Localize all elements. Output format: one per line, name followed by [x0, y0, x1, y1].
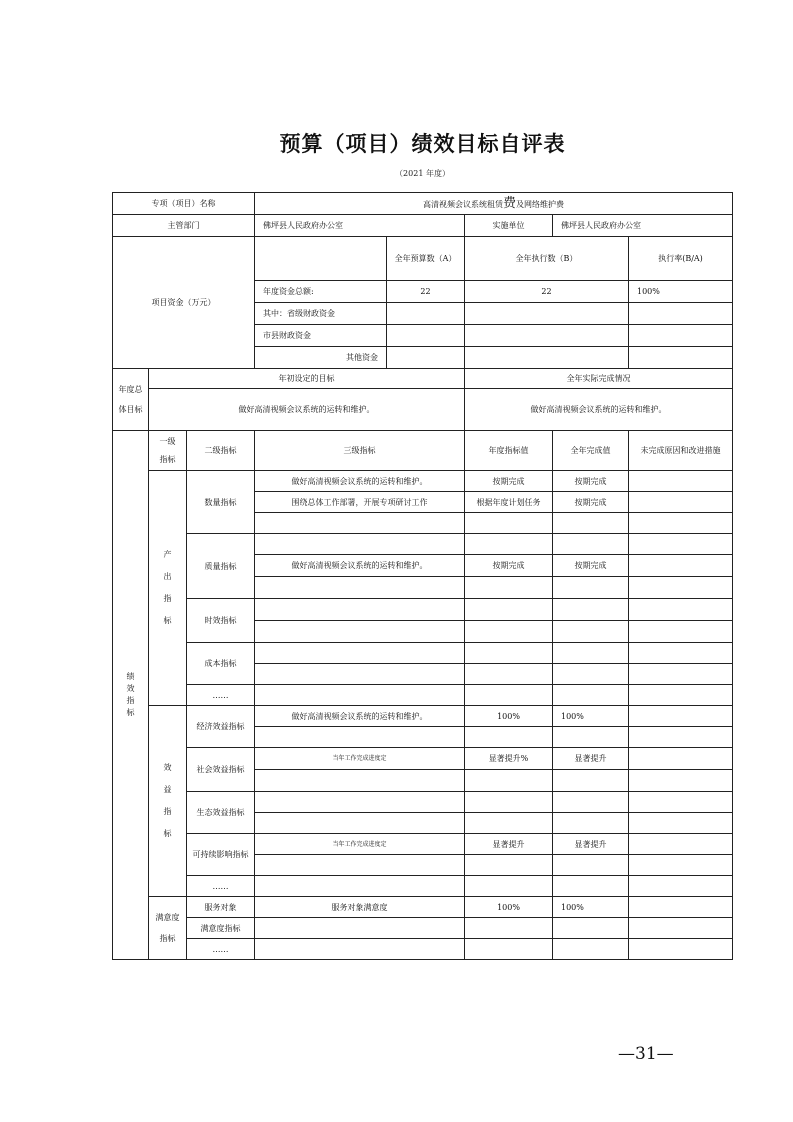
- reason-cell: [629, 577, 733, 599]
- goals-actual: 做好高清视频会议系统的运转和维护。: [465, 389, 733, 431]
- done-cell: [553, 813, 629, 834]
- done-cell: [553, 664, 629, 685]
- l3-cell: [255, 792, 465, 813]
- done-cell: [553, 685, 629, 706]
- done-cell: 按期完成: [553, 471, 629, 492]
- sat-index-label: 满意度指标: [187, 918, 255, 939]
- funds-exec: [465, 303, 629, 325]
- funds-row-label: 市县财政资金: [255, 325, 387, 347]
- reason-cell: [629, 813, 733, 834]
- l3-cell: [255, 876, 465, 897]
- level2-header: 二级指标: [187, 431, 255, 471]
- target-cell: 按期完成: [465, 471, 553, 492]
- output-etc: ……: [187, 685, 255, 706]
- target-cell: [465, 918, 553, 939]
- done-cell: [553, 939, 629, 960]
- l3-cell: [255, 727, 465, 748]
- reason-cell: [629, 918, 733, 939]
- l3-cell: [255, 643, 465, 664]
- target-cell: 100%: [465, 706, 553, 727]
- perf-label: 绩效指标: [113, 431, 149, 960]
- dept-label: 主管部门: [113, 215, 255, 237]
- economic-label: 经济效益指标: [187, 706, 255, 748]
- reason-cell: [629, 855, 733, 876]
- done-cell: 100%: [553, 897, 629, 918]
- reason-cell: [629, 770, 733, 792]
- l3-cell: 做好高清视频会议系统的运转和维护。: [255, 471, 465, 492]
- done-cell: 显著提升: [553, 748, 629, 770]
- target-cell: [465, 664, 553, 685]
- funds-rate: 100%: [629, 281, 733, 303]
- done-cell: [553, 855, 629, 876]
- funds-row-label: 其中：省级财政资金: [255, 303, 387, 325]
- target-cell: 显著提升%: [465, 748, 553, 770]
- project-name-value: 高清视频会议系统租赁费及网络维护费: [255, 193, 733, 215]
- reason-cell: [629, 897, 733, 918]
- l3-cell: 当年工作完成进度定: [255, 748, 465, 770]
- reason-cell: [629, 727, 733, 748]
- l3-cell: [255, 534, 465, 555]
- reason-cell: [629, 939, 733, 960]
- cost-label: 成本指标: [187, 643, 255, 685]
- goals-initial-header: 年初设定的目标: [149, 369, 465, 389]
- done-cell: [553, 643, 629, 664]
- done-cell: [553, 918, 629, 939]
- target-cell: 显著提升: [465, 834, 553, 855]
- target-cell: [465, 513, 553, 534]
- l3-cell: [255, 599, 465, 621]
- funds-budget: 22: [387, 281, 465, 303]
- target-cell: 按期完成: [465, 555, 553, 577]
- reason-cell: [629, 792, 733, 813]
- quality-label: 质量指标: [187, 534, 255, 599]
- reason-cell: [629, 471, 733, 492]
- target-header: 年度指标值: [465, 431, 553, 471]
- reason-cell: [629, 555, 733, 577]
- funds-exec: [465, 325, 629, 347]
- target-cell: [465, 792, 553, 813]
- funds-exec: 22: [465, 281, 629, 303]
- done-cell: 显著提升: [553, 834, 629, 855]
- year-label: （2021 年度）: [395, 169, 450, 178]
- done-cell: 100%: [553, 706, 629, 727]
- done-cell: [553, 534, 629, 555]
- reason-cell: [629, 685, 733, 706]
- goals-initial: 做好高清视频会议系统的运转和维护。: [149, 389, 465, 431]
- ecological-label: 生态效益指标: [187, 792, 255, 834]
- reason-cell: [629, 513, 733, 534]
- target-cell: [465, 643, 553, 664]
- satisfaction-etc: ……: [187, 939, 255, 960]
- timeliness-label: 时效指标: [187, 599, 255, 643]
- funds-budget: [387, 347, 465, 369]
- target-cell: [465, 727, 553, 748]
- done-cell: 按期完成: [553, 492, 629, 513]
- social-label: 社会效益指标: [187, 748, 255, 792]
- page-title: 预算（项目）绩效目标自评表: [279, 132, 566, 156]
- funds-exec: [465, 347, 629, 369]
- target-cell: [465, 599, 553, 621]
- page-number: —31—: [618, 1044, 674, 1064]
- done-cell: [553, 577, 629, 599]
- satisfaction-label: 满意度指标: [149, 897, 187, 960]
- funds-budget: [387, 325, 465, 347]
- done-cell: [553, 727, 629, 748]
- done-cell: [553, 792, 629, 813]
- target-cell: 100%: [465, 897, 553, 918]
- l3-cell: [255, 939, 465, 960]
- level1-header: 一级指标: [149, 431, 187, 471]
- l3-cell: [255, 513, 465, 534]
- reason-cell: [629, 599, 733, 621]
- service-label: 服务对象: [187, 897, 255, 918]
- l3-cell: [255, 664, 465, 685]
- reason-cell: [629, 876, 733, 897]
- done-cell: [553, 599, 629, 621]
- reason-cell: [629, 748, 733, 770]
- reason-cell: [629, 534, 733, 555]
- target-cell: [465, 685, 553, 706]
- impl-value: 佛坪县人民政府办公室: [553, 215, 733, 237]
- funds-rate: [629, 303, 733, 325]
- impl-label: 实施单位: [465, 215, 553, 237]
- sustain-label: 可持续影响指标: [187, 834, 255, 876]
- reason-cell: [629, 706, 733, 727]
- funds-col-budget: 全年预算数（A）: [387, 237, 465, 281]
- target-cell: [465, 939, 553, 960]
- done-header: 全年完成值: [553, 431, 629, 471]
- l3-cell: 做好高清视频会议系统的运转和维护。: [255, 706, 465, 727]
- reason-cell: [629, 492, 733, 513]
- funds-row-label: 其他资金: [255, 347, 387, 369]
- reason-cell: [629, 643, 733, 664]
- evaluation-table: [112, 192, 733, 960]
- l3-cell: 做好高清视频会议系统的运转和维护。: [255, 555, 465, 577]
- funds-col-exec: 全年执行数（B）: [465, 237, 629, 281]
- goals-actual-header: 全年实际完成情况: [465, 369, 733, 389]
- goals-label: 年度总体目标: [113, 369, 149, 431]
- l3-cell: 服务对象满意度: [255, 897, 465, 918]
- target-cell: [465, 813, 553, 834]
- benefit-etc: ……: [187, 876, 255, 897]
- l3-cell: 当年工作完成进度定: [255, 834, 465, 855]
- reason-header: 未完成原因和改进措施: [629, 431, 733, 471]
- l3-cell: [255, 813, 465, 834]
- l3-cell: [255, 577, 465, 599]
- target-cell: [465, 770, 553, 792]
- output-label: 产出指标: [149, 471, 187, 706]
- funds-header-blank: [255, 237, 387, 281]
- l3-cell: [255, 855, 465, 876]
- funds-label: 项目资金（万元）: [113, 237, 255, 369]
- done-cell: [553, 876, 629, 897]
- target-cell: [465, 534, 553, 555]
- done-cell: [553, 513, 629, 534]
- done-cell: [553, 621, 629, 643]
- level3-header: 三级指标: [255, 431, 465, 471]
- project-name-label: 专项（项目）名称: [113, 193, 255, 215]
- quantity-label: 数量指标: [187, 471, 255, 534]
- l3-cell: [255, 685, 465, 706]
- target-cell: 根据年度计划任务: [465, 492, 553, 513]
- reason-cell: [629, 834, 733, 855]
- funds-budget: [387, 303, 465, 325]
- funds-rate: [629, 347, 733, 369]
- funds-row-label: 年度资金总额:: [255, 281, 387, 303]
- target-cell: [465, 876, 553, 897]
- reason-cell: [629, 621, 733, 643]
- done-cell: [553, 770, 629, 792]
- reason-cell: [629, 664, 733, 685]
- funds-rate: [629, 325, 733, 347]
- l3-cell: 围绕总体工作部署，开展专项研讨工作: [255, 492, 465, 513]
- funds-col-rate: 执行率(B/A): [629, 237, 733, 281]
- target-cell: [465, 855, 553, 876]
- target-cell: [465, 621, 553, 643]
- l3-cell: [255, 621, 465, 643]
- target-cell: [465, 577, 553, 599]
- dept-value: 佛坪县人民政府办公室: [255, 215, 465, 237]
- done-cell: 按期完成: [553, 555, 629, 577]
- benefit-label: 效益指标: [149, 706, 187, 897]
- l3-cell: [255, 770, 465, 792]
- l3-cell: [255, 918, 465, 939]
